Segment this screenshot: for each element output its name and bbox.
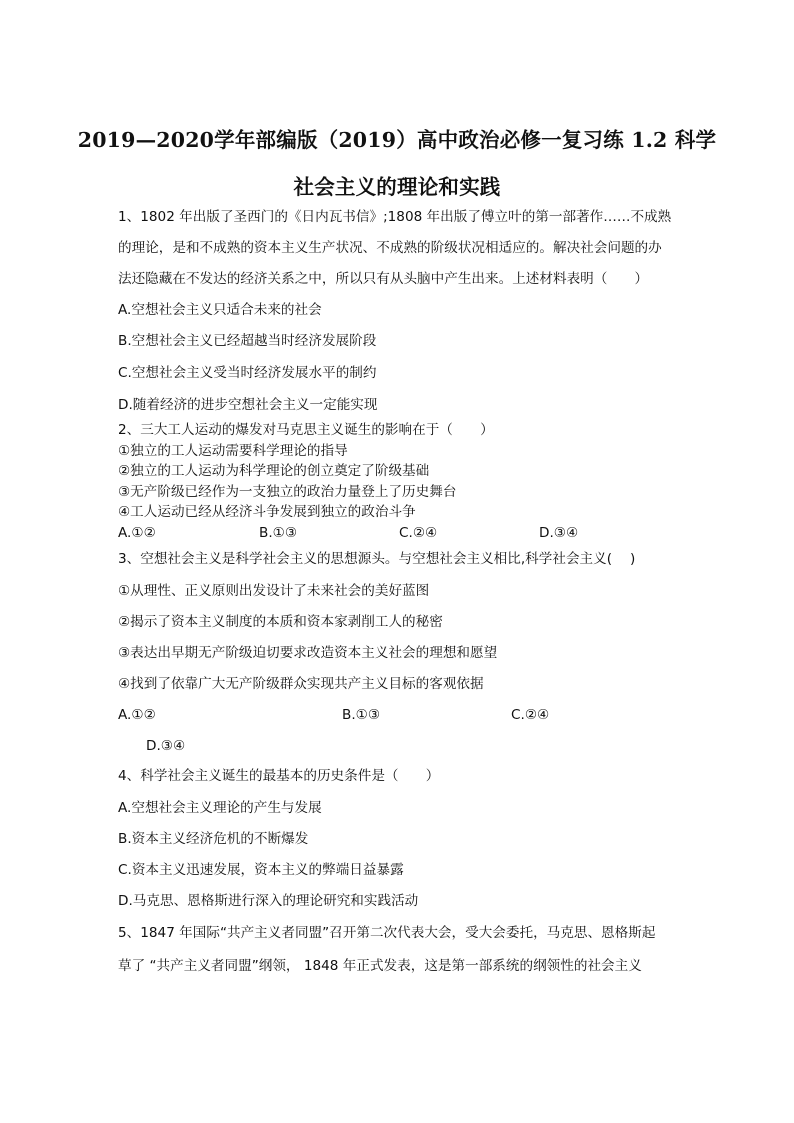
q2-item-2: ②独立的工人运动为科学理论的创立奠定了阶级基础: [118, 463, 430, 479]
q2-option-d: D.③④: [539, 525, 579, 541]
q4-option-b: B.资本主义经济危机的不断爆发: [118, 831, 309, 847]
q2-stem: 2、三大工人运动的爆发对马克思主义诞生的影响在于（ ）: [118, 422, 494, 438]
q4-option-d: D.马克思、恩格斯进行深入的理论研究和实践活动: [118, 893, 419, 909]
q3-item-1: ①从理性、正义原则出发设计了未来社会的美好蓝图: [118, 583, 430, 599]
q3-item-4: ④找到了依靠广大无产阶级群众实现共产主义目标的客观依据: [118, 676, 484, 692]
q1-stem-line-2: 的理论，是和不成熟的资本主义生产状况、不成熟的阶级状况相适应的。解决社会问题的办: [118, 240, 662, 256]
q2-item-3: ③无产阶级已经作为一支独立的政治力量登上了历史舞台: [118, 484, 457, 500]
q2-option-c: C.②④: [399, 525, 438, 541]
q4-stem: 4、科学社会主义诞生的最基本的历史条件是（ ）: [118, 768, 440, 784]
q3-option-c: C.②④: [511, 707, 550, 723]
q2-option-a: A.①②: [118, 525, 156, 541]
document-title-line-1: 2019—2020学年部编版（2019）高中政治必修一复习练 1.2 科学: [77, 128, 717, 152]
q4-option-a: A.空想社会主义理论的产生与发展: [118, 800, 322, 816]
q3-stem: 3、空想社会主义是科学社会主义的思想源头。与空想社会主义相比,科学社会主义( ): [118, 551, 636, 567]
q3-item-2: ②揭示了资本主义制度的本质和资本家剥削工人的秘密: [118, 614, 443, 630]
q1-option-c: C.空想社会主义受当时经济发展水平的制约: [118, 365, 377, 381]
q3-option-b: B.①③: [342, 707, 381, 723]
q1-option-a: A.空想社会主义只适合未来的社会: [118, 302, 322, 318]
q3-option-d: D.③④: [146, 738, 186, 754]
q1-option-b: B.空想社会主义已经超越当时经济发展阶段: [118, 333, 377, 349]
q1-stem-line-1: 1、1802 年出版了圣西门的《日内瓦书信》;1808 年出版了傅立叶的第一部著作……不成熟: [118, 209, 672, 225]
q2-option-b: B.①③: [259, 525, 298, 541]
q4-option-c: C.资本主义迅速发展，资本主义的弊端日益暴露: [118, 862, 404, 878]
q1-stem-line-3: 法还隐藏在不发达的经济关系之中，所以只有从头脑中产生出来。上述材料表明（ ）: [118, 271, 649, 287]
document-title-line-2: 社会主义的理论和实践: [293, 175, 501, 199]
q1-option-d: D.随着经济的进步空想社会主义一定能实现: [118, 397, 378, 413]
q5-stem-line-2: 草了 “共产主义者同盟”纲领， 1848 年正式发表，这是第一部系统的纲领性的社会主义: [118, 958, 642, 974]
q3-item-3: ③表达出早期无产阶级迫切要求改造资本主义社会的理想和愿望: [118, 645, 498, 661]
q5-stem-line-1: 5、1847 年国际“共产主义者同盟”召开第二次代表大会，受大会委托，马克思、恩格斯起: [118, 925, 656, 941]
q3-option-a: A.①②: [118, 707, 156, 723]
q2-item-4: ④工人运动已经从经济斗争发展到独立的政治斗争: [118, 504, 416, 520]
q2-item-1: ①独立的工人运动需要科学理论的指导: [118, 443, 348, 459]
